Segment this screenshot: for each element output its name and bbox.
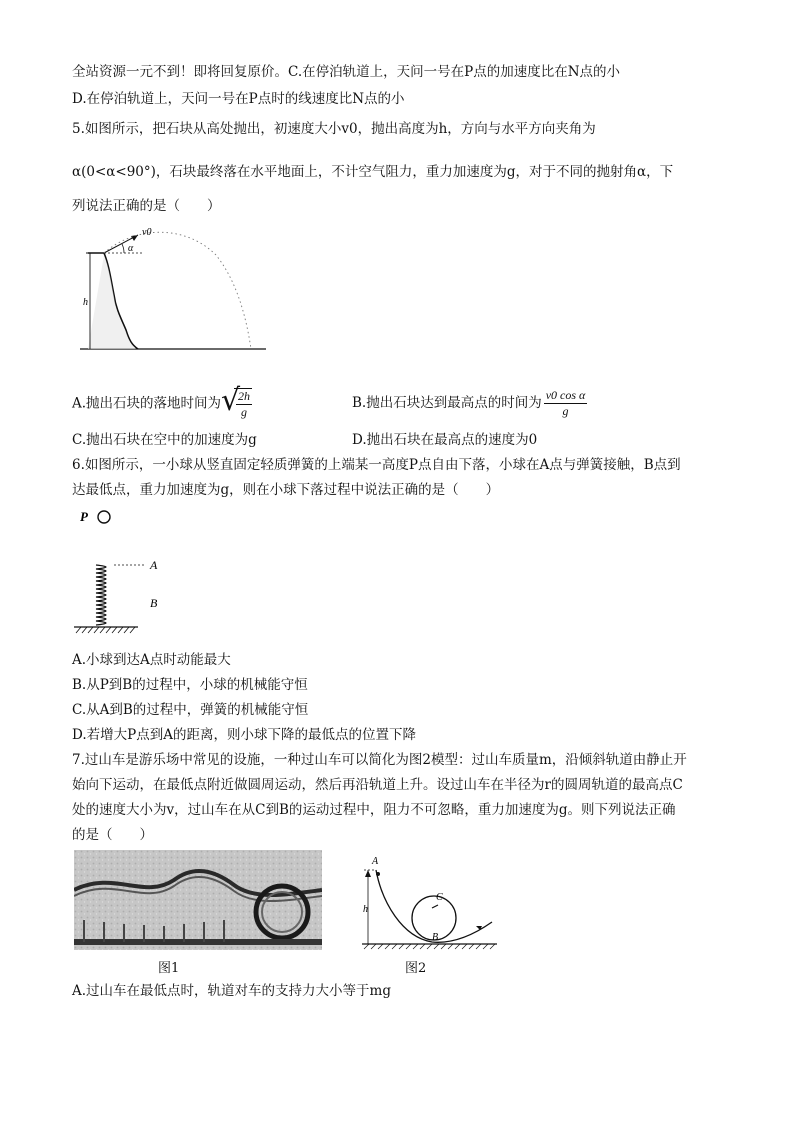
q6-figure — [72, 505, 192, 640]
q7-photo-figure — [74, 850, 322, 950]
sqrt-denominator: g — [241, 405, 248, 419]
fig6-b-label: B — [150, 596, 158, 610]
fig7-c-label: C — [436, 892, 443, 903]
sqrt-formula: √ $\frac{2h}{g}$ — [221, 383, 251, 419]
q5-stem-1: 5.如图所示，把石块从高处抛出，初速度大小v0，抛出高度为h，方向与水平方向夹角为 — [72, 121, 596, 137]
fig7-b-label: B — [432, 932, 439, 943]
q5-option-b — [352, 388, 587, 419]
q6-option-d: D.若增大P点到A的距离，则小球下降的最低点的位置下降 — [72, 727, 416, 743]
q5-stem-3: 列说法正确的是（ ） — [72, 198, 221, 214]
q7-stem-3: 处的速度大小为v，过山车在从C到B的运动过程中，阻力不可忽略，重力加速度为g。则下列说法正确 — [72, 802, 676, 818]
line-q4-option-d: D.在停泊轨道上，天问一号在P点时的线速度比N点的小 — [72, 91, 405, 107]
fig5-v0-label: v0 — [142, 227, 152, 238]
time-fraction — [544, 388, 588, 419]
q5-option-a — [72, 383, 252, 420]
q6-option-a: A.小球到达A点时动能最大 — [72, 652, 231, 668]
fraction-denominator: g — [562, 404, 569, 418]
q5-option-b-text: B.抛出石块达到最高点的时间为 — [352, 395, 542, 411]
line-q4-option-c: 全站资源一元不到！即将回复原价。C.在停泊轨道上，天问一号在P点的加速度比在N点的小 — [72, 64, 621, 80]
fig6-a-label: A — [150, 558, 158, 572]
q7-diagram-figure — [362, 852, 502, 952]
fraction-numerator: v0 cos α — [545, 388, 586, 402]
fig7-h-label: h — [363, 904, 368, 915]
q7-stem-2: 始向下运动，在最低点附近做圆周运动，然后再沿轨道上升。设过山车在半径为r的圆周轨道的最高点C — [72, 777, 683, 793]
q7-stem-4: 的是（ ） — [72, 827, 153, 843]
q7-stem-1: 7.过山车是游乐场中常见的设施，一种过山车可以简化为图2模型：过山车质量m，沿倾斜轨道由静止开 — [72, 752, 687, 768]
fig5-h-label: h — [83, 297, 88, 308]
q7-option-a: A.过山车在最低点时，轨道对车的支持力大小等于mg — [72, 983, 391, 999]
fig5-alpha-label: α — [128, 243, 134, 254]
q6-stem-1: 6.如图所示，一小球从竖直固定轻质弹簧的上端某一高度P点自由下落，小球在A点与弹簧接触，B点到 — [72, 457, 681, 473]
q5-stem-2: α(0<α<90°)，石块最终落在水平地面上，不计空气阻力，重力加速度为g，对于不同的抛射角α，下 — [72, 164, 674, 180]
q5-option-a-text: A.抛出石块的落地时间为 — [72, 395, 222, 412]
q6-stem-2: 达最低点，重力加速度为g，则在小球下落过程中说法正确的是（ ） — [72, 482, 500, 498]
fig6-p-label: P — [80, 509, 88, 524]
q6-option-c: C.从A到B的过程中，弹簧的机械能守恒 — [72, 702, 309, 718]
q6-option-b: B.从P到B的过程中，小球的机械能守恒 — [72, 677, 308, 693]
q5-option-c: C.抛出石块在空中的加速度为g — [72, 432, 257, 448]
q5-option-d: D.抛出石块在最高点的速度为0 — [352, 432, 538, 448]
figure-2-caption: 图2 — [405, 961, 427, 976]
sqrt-numerator: 2h — [238, 389, 251, 403]
q5-figure — [76, 225, 276, 355]
fig7-a-label: A — [372, 856, 379, 867]
figure-1-caption: 图1 — [158, 961, 180, 976]
